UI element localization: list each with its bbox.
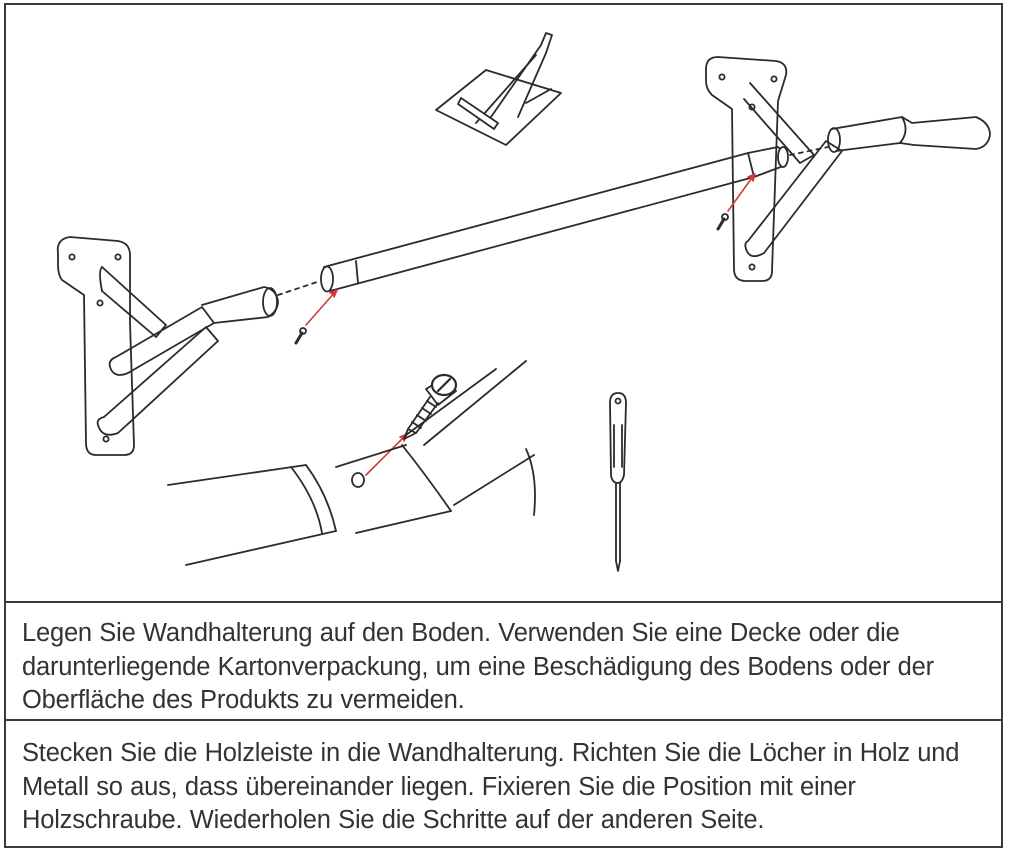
tube-detail-icon xyxy=(168,361,535,565)
step-2-text: Stecken Sie die Holzleiste in die Wandhalterung. Richten Sie die Löcher in Holz und Metall so aus, dass übereinander liegen. Fixieren Sie die Position mit einer Holzschraube. Wiederholen Sie die Schritte auf der anderen Seite. xyxy=(22,739,960,834)
right-wall-bracket-icon xyxy=(706,57,990,281)
bracket-on-floor-icon xyxy=(436,33,561,145)
left-wall-bracket-icon xyxy=(58,237,278,455)
assembly-illustration xyxy=(6,5,1001,603)
instruction-sheet xyxy=(4,3,1003,848)
screwdriver-icon xyxy=(610,393,626,571)
large-screw-icon xyxy=(404,375,456,439)
arrow-icon xyxy=(306,174,755,475)
instruction-step-2 xyxy=(6,723,1001,848)
instruction-step-1 xyxy=(6,603,1001,721)
step-1-text: Legen Sie Wandhalterung auf den Boden. Verwenden Sie eine Decke oder die darunterliegende Kartonverpackung, um eine Beschädigung des Bodens oder der Oberfläche des Produkts zu vermeiden. xyxy=(22,619,934,714)
screw-icon xyxy=(296,214,728,343)
